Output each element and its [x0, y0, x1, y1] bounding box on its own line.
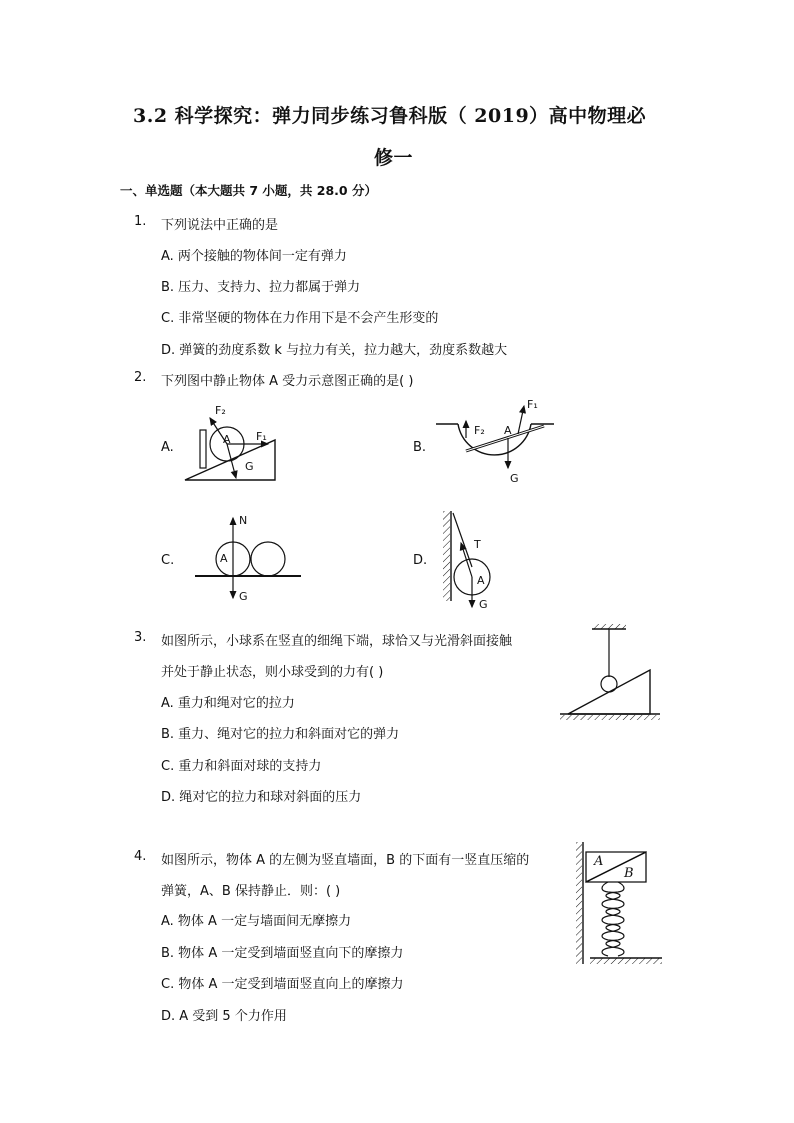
label-t: T	[474, 538, 481, 551]
label-n: N	[239, 514, 248, 527]
label-a: A	[504, 424, 512, 437]
question-number: 3.	[134, 630, 147, 645]
question-stem: 下列说法中正确的是	[161, 218, 279, 233]
question-number: 2.	[134, 370, 147, 385]
section-heading: 一、单选题（本大题共 7 小题，共 28.0 分）	[120, 183, 377, 198]
label-a: A	[594, 854, 604, 869]
question-stem-line1: 如图所示，小球系在竖直的细绳下端，球恰又与光滑斜面接触	[161, 634, 513, 649]
option-b: B. 压力、支持力、拉力都属于弹力	[161, 280, 361, 295]
label-a: A	[220, 552, 228, 565]
figure-b-rod-in-bowl	[436, 396, 556, 488]
label-f1: F₁	[527, 398, 538, 411]
option-a: A. 两个接触的物体间一定有弹力	[161, 249, 347, 264]
label-f2: F₂	[215, 404, 226, 417]
label-f2: F₂	[474, 424, 485, 437]
option-a: A. 重力和绳对它的拉力	[161, 696, 295, 711]
question-stem-line2: 并处于静止状态，则小球受到的力有( )	[161, 665, 384, 680]
label-f1: F₁	[256, 430, 267, 443]
figure-q4-wall-spring	[574, 838, 664, 968]
label-a: A	[477, 574, 485, 587]
question-stem: 下列图中静止物体 A 受力示意图正确的是( )	[161, 374, 414, 389]
option-d: D. 弹簧的劲度系数 k 与拉力有关，拉力越大，劲度系数越大	[161, 343, 508, 358]
option-c: C. 重力和斜面对球的支持力	[161, 759, 322, 774]
question-stem-line1: 如图所示，物体 A 的左侧为竖直墙面，B 的下面有一竖直压缩的	[161, 853, 530, 868]
label-g: G	[239, 590, 248, 603]
option-c: C. 物体 A 一定受到墙面竖直向上的摩擦力	[161, 977, 404, 992]
label-g: G	[479, 598, 488, 611]
figure-c-two-balls	[193, 508, 303, 604]
option-d: D. 绳对它的拉力和球对斜面的压力	[161, 790, 362, 805]
label-b: B	[624, 866, 634, 881]
figure-label-c: C.	[161, 553, 175, 568]
page-title-line2: 修一	[374, 147, 414, 169]
question-stem-line2: 弹簧，A、B 保持静止．则：( )	[161, 884, 341, 899]
figure-label-b: B.	[413, 440, 427, 455]
option-a: A. 物体 A 一定与墙面间无摩擦力	[161, 914, 352, 929]
question-number: 4.	[134, 849, 147, 864]
option-b: B. 重力、绳对它的拉力和斜面对它的弹力	[161, 727, 400, 742]
option-c: C. 非常坚硬的物体在力作用下是不会产生形变的	[161, 311, 439, 326]
label-g: G	[510, 472, 519, 485]
label-g: G	[245, 460, 254, 473]
figure-label-a: A.	[161, 440, 174, 455]
option-d: D. A 受到 5 个力作用	[161, 1009, 287, 1024]
figure-d-hanging-ball	[441, 507, 501, 613]
figure-a-incline-ball	[180, 398, 280, 486]
option-b: B. 物体 A 一定受到墙面竖直向下的摩擦力	[161, 946, 404, 961]
page-title-line1: 3.2 科学探究：弹力同步练习鲁科版（ 2019）高中物理必	[133, 105, 647, 127]
figure-q3-ball-slope	[558, 622, 662, 722]
figure-label-d: D.	[413, 553, 428, 568]
question-number: 1.	[134, 214, 147, 229]
label-a: A	[223, 433, 231, 446]
